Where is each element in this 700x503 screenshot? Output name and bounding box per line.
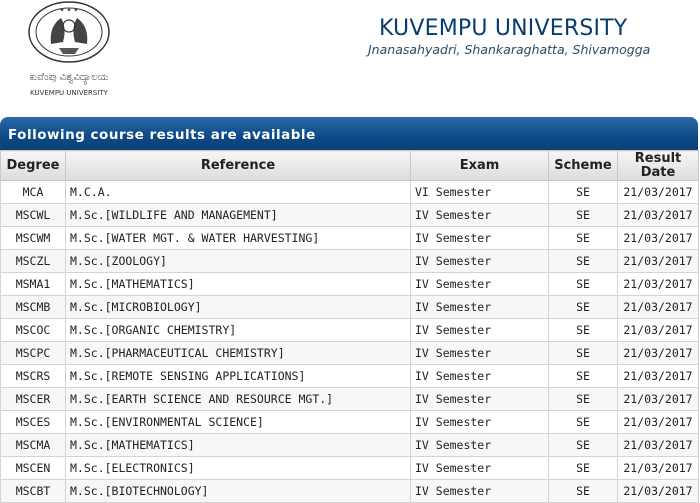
exam-cell: IV Semester [411,227,549,250]
result-date-cell: 21/03/2017 [618,388,699,411]
column-header-degree[interactable]: Degree [1,151,66,181]
exam-cell: IV Semester [411,273,549,296]
result-date-cell: 21/03/2017 [618,227,699,250]
exam-cell: IV Semester [411,411,549,434]
degree-cell: MSCBT [1,480,66,503]
scheme-cell: SE [549,388,618,411]
scheme-cell: SE [549,296,618,319]
degree-cell: MSCEN [1,457,66,480]
reference-link[interactable]: M.Sc.[REMOTE SENSING APPLICATIONS] [66,365,411,388]
scheme-cell: SE [549,342,618,365]
table-row[interactable] [1,227,699,250]
reference-link[interactable]: M.Sc.[BIOTECHNOLOGY] [66,480,411,503]
reference-link[interactable]: M.Sc.[EARTH SCIENCE AND RESOURCE MGT.] [66,388,411,411]
degree-cell: MSCZL [1,250,66,273]
table-row[interactable] [1,480,699,503]
degree-cell: MSCRS [1,365,66,388]
exam-cell: IV Semester [411,319,549,342]
university-address: Jnanasahyadri, Shankaraghatta, Shivamogga [368,42,651,57]
exam-cell: IV Semester [411,250,549,273]
result-date-cell: 21/03/2017 [618,411,699,434]
exam-cell: IV Semester [411,388,549,411]
table-row[interactable] [1,411,699,434]
table-row[interactable] [1,250,699,273]
scheme-cell: SE [549,319,618,342]
result-date-cell: 21/03/2017 [618,296,699,319]
exam-cell: IV Semester [411,480,549,503]
exam-cell: IV Semester [411,342,549,365]
degree-cell: MSCPC [1,342,66,365]
reference-link[interactable]: M.Sc.[ELECTRONICS] [66,457,411,480]
exam-cell: IV Semester [411,434,549,457]
exam-cell: IV Semester [411,296,549,319]
university-name: KUVEMPU UNIVERSITY [379,16,628,41]
scheme-cell: SE [549,480,618,503]
table-row[interactable] [1,273,699,296]
result-date-line1: Result [634,150,682,166]
column-header-scheme[interactable]: Scheme [549,151,618,181]
degree-cell: MSCER [1,388,66,411]
table-row[interactable] [1,457,699,480]
degree-cell: MSCMA [1,434,66,457]
scheme-cell: SE [549,204,618,227]
column-header-result-date[interactable] [618,151,699,181]
scheme-cell: SE [549,250,618,273]
scheme-cell: SE [549,434,618,457]
page-header [0,0,700,103]
reference-link[interactable]: M.Sc.[ORGANIC CHEMISTRY] [66,319,411,342]
svg-text:KUVEMPU UNIVERSITY: KUVEMPU UNIVERSITY [30,89,108,97]
svg-text:✦ ✦ ✦: ✦ ✦ ✦ [59,7,79,14]
table-row[interactable] [1,296,699,319]
result-date-line2: Date [640,164,676,180]
table-row[interactable] [1,365,699,388]
scheme-cell: SE [549,411,618,434]
result-date-cell: 21/03/2017 [618,457,699,480]
reference-link[interactable]: M.Sc.[ENVIRONMENTAL SCIENCE] [66,411,411,434]
reference-link[interactable]: M.Sc.[ZOOLOGY] [66,250,411,273]
result-date-cell: 21/03/2017 [618,181,699,204]
reference-link[interactable]: M.Sc.[WILDLIFE AND MANAGEMENT] [66,204,411,227]
result-date-cell: 21/03/2017 [618,204,699,227]
table-row[interactable] [1,319,699,342]
reference-link[interactable]: M.Sc.[MATHEMATICS] [66,434,411,457]
scheme-cell: SE [549,457,618,480]
scheme-cell: SE [549,227,618,250]
result-date-cell: 21/03/2017 [618,273,699,296]
exam-cell: IV Semester [411,204,549,227]
exam-cell: VI Semester [411,181,549,204]
table-header-row [1,151,699,181]
degree-cell: MCA [1,181,66,204]
result-date-cell: 21/03/2017 [618,365,699,388]
panel-title: Following course results are available [8,127,316,143]
table-row[interactable] [1,434,699,457]
reference-link[interactable]: M.C.A. [66,181,411,204]
exam-cell: IV Semester [411,365,549,388]
university-seal-icon [9,0,130,101]
scheme-cell: SE [549,273,618,296]
results-panel-header [0,117,698,150]
table-row[interactable] [1,388,699,411]
degree-cell: MSCES [1,411,66,434]
scheme-cell: SE [549,365,618,388]
result-date-cell: 21/03/2017 [618,319,699,342]
svg-text:ಕುವೆಂಪು ವಿಶ್ವವಿದ್ಯಾಲಯ: ಕುವೆಂಪು ವಿಶ್ವವಿದ್ಯಾಲಯ [29,72,109,83]
result-date-cell: 21/03/2017 [618,250,699,273]
degree-cell: MSCMB [1,296,66,319]
degree-cell: MSCWL [1,204,66,227]
column-header-exam[interactable]: Exam [411,151,549,181]
reference-link[interactable]: M.Sc.[WATER MGT. & WATER HARVESTING] [66,227,411,250]
exam-cell: IV Semester [411,457,549,480]
degree-cell: MSMA1 [1,273,66,296]
reference-link[interactable]: M.Sc.[MATHEMATICS] [66,273,411,296]
reference-link[interactable]: M.Sc.[MICROBIOLOGY] [66,296,411,319]
university-logo [9,0,130,101]
result-date-cell: 21/03/2017 [618,434,699,457]
table-row[interactable] [1,342,699,365]
result-date-cell: 21/03/2017 [618,342,699,365]
degree-cell: MSCOC [1,319,66,342]
table-row[interactable] [1,204,699,227]
degree-cell: MSCWM [1,227,66,250]
table-row[interactable] [1,181,699,204]
reference-link[interactable]: M.Sc.[PHARMACEUTICAL CHEMISTRY] [66,342,411,365]
result-date-cell: 21/03/2017 [618,480,699,503]
column-header-reference[interactable]: Reference [66,151,411,181]
results-table [0,150,699,503]
scheme-cell: SE [549,181,618,204]
